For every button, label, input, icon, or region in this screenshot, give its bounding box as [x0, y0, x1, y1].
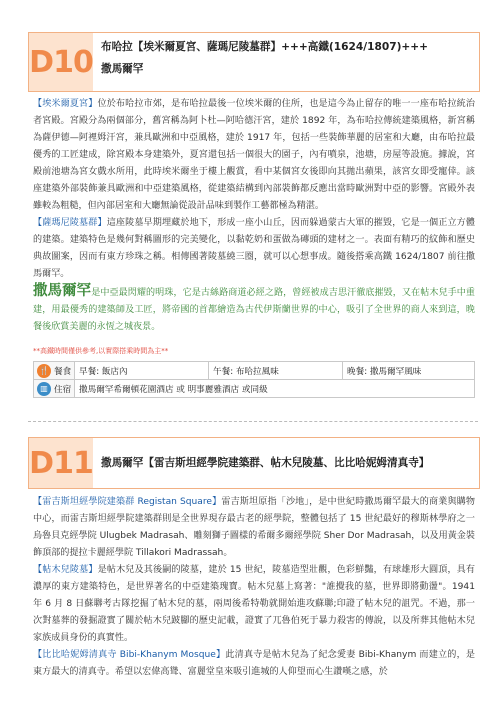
train-time-note: **高鐵時間僅供參考,以實際搭乘時間為主** [33, 347, 169, 355]
stay-row [34, 380, 475, 398]
section-tag: 【雷吉斯坦經學院建築群 Registan Square】 [33, 497, 222, 507]
day10-paragraph-summer-palace [33, 96, 475, 215]
day11-paragraph-registan [33, 494, 475, 562]
section-tag: 【薩瑪尼陵墓群】 [33, 218, 107, 228]
paragraph-text: 此清真寺是帖木兒為了紀念愛妻 Bibi-Khanym 而建立的，是東方最大的清真寺。希望以宏偉高聳、富麗堂皇來吸引進城的人仰望而心生讚嘆之感，於 [33, 650, 475, 677]
day10-title-line1: 布哈拉【埃米爾夏宮、薩瑪尼陵墓群】+++高鐵(1624/1807)+++ [101, 41, 429, 53]
breakfast-cell: 早餐: 飯店內 [75, 362, 209, 380]
stay-label: 住宿 [54, 384, 72, 395]
day10-header [28, 32, 480, 92]
day11-body [33, 494, 475, 681]
day11-paragraph-tomb [33, 562, 475, 647]
day11-title [93, 438, 479, 488]
day10-info-table [33, 361, 475, 398]
day11-badge: D11 [29, 438, 93, 488]
stay-label-cell [34, 380, 75, 398]
dinner-cell: 晚餐: 撒馬爾罕風味 [343, 362, 475, 380]
day10-paragraph-samanid [33, 215, 475, 283]
paragraph-text: 是中亞最閃耀的明珠，它是古絲路商道必經之路，曾經被成吉思汗徹底摧毀，又在帖木兒手中重建，用最優秀的建築師及工匠，將帝國的首都繪造為古代伊斯蘭世界的中心，吸引了全世界的商人來到這，晚餐後欣賞美麗的永恆之城夜景。 [33, 288, 475, 332]
paragraph-text: 位於布哈拉市郊，是布哈拉最後一位埃米爾的住所，也是這今為止留存的唯一一座布哈拉統治者宮殿。宮殿分為兩個部分，舊宮稱為阿卜杜—阿哈德汗宮，建於 1892 年，為布哈拉傳統建築風格，新宮稱為薩伊德—阿裡姆汗宮，兼具歐洲和中亞風格，建於 1917 年，包括一些裝飾華麗的居室和大廳，由布哈拉最優秀的工匠建成，除宮殿本身建築外，夏宮還包括一個很大的園子，內有噴泉，池塘，房屋等設施。據說，宮殿前池塘為宮女戲水所用，此時埃米爾坐于樓上觀賞，看中某個宮女後即向其拋出蘋果，該宮女即受寵倖。該座建築外部裝飾兼具歐洲和中亞建築風格，從建築結構到內部裝飾都反應出當時歐洲對中亞的影響。宮殿外表雖較為粗糙，但內部居室和大廳無論從設計品味到製作工藝都極為精湛。 [33, 99, 475, 211]
day11-header [28, 437, 480, 489]
day10-title [93, 33, 479, 91]
fork-knife-icon: 🍴 [37, 364, 51, 378]
bed-icon: ▥ [37, 382, 51, 396]
meal-label-cell [34, 362, 75, 380]
hotel-cell: 撒馬爾罕希爾頓花園酒店 或 明事麗雅酒店 或同級 [75, 380, 475, 398]
section-tag: 【埃米爾夏宮】 [33, 99, 98, 109]
meal-label: 餐食 [54, 366, 72, 377]
day10-body [33, 96, 475, 336]
day11-title-text: 撒馬爾罕【雷吉斯坦經學院建築群、帖木兒陵墓、比比哈妮姆清真寺】 [101, 457, 430, 469]
lunch-cell: 午餐: 布哈拉風味 [209, 362, 343, 380]
meal-row [34, 362, 475, 380]
day10-title-line2: 撒馬爾罕 [101, 63, 144, 75]
paragraph-text: 是帖木兒及其後嗣的陵墓，建於 15 世紀，陵墓造型壯觀，色彩鮮豔，有球雄形大圓頂，具有濃厚的東方建築特色，是世界著名的中亞建築瑰寶。帖木兒墓上寫著："誰攪我的墓，世界即將動盪"。1941 年 6 月 8 日蘇聯考古隊挖掘了帖木兒的墓，兩周後希特勒就開始進攻蘇聯;印證了帖木兒的詛咒。不過，那一次對墓葬的發掘證實了關於帖木兒跛腳的歷史記載，證實了兀魯伯死于暴力殺害的傳說，以及所葬其他帖木兒家族成員身份的真實性。 [33, 565, 475, 643]
paragraph-text: 這座陵墓早期埋藏於地下，形成一座小山丘，因而躲過蒙古大軍的摧毀，它是一個正立方體的建築。建築特色是幾何對稱圖形的完美變化，以黏乾奶和蛋做為磚頭的建材之一。表面有精巧的紋飾和歷史典故圖案，因而有東方珍珠之稱。相傳國著陵墓繞三圈，就可以心想事成。隨後搭乘高鐵 1624/1807 前往撒馬爾罕。 [33, 218, 475, 279]
section-tag: 【比比哈妮姆清真寺 Bibi-Khanym Mosque】 [33, 650, 226, 660]
paragraph-text: 雷吉斯坦原指「沙地」，是中世紀時撒馬爾罕最大的商業與購物中心，而雷吉斯坦經學院建築群則是全世界現存最古老的經學院，整體包括了 15 世紀最好的穆斯林學府之一 烏魯貝克經學院 Ulugbek Madrasah、雕刻獅子圖樣的希爾多爾經學院 Sher Dor Madrasah，以及用黃金裝飾頂部的提拉卡麗經學院 Tillakori Madrassah。 [33, 497, 476, 558]
section-tag: 【帖木兒陵墓】 [33, 565, 98, 575]
day11-paragraph-mosque [33, 647, 475, 681]
day10-badge: D10 [29, 33, 93, 91]
day10-paragraph-samarkand [33, 283, 475, 336]
highlight-city: 撒馬爾罕 [33, 283, 92, 299]
section-divider [28, 421, 478, 422]
